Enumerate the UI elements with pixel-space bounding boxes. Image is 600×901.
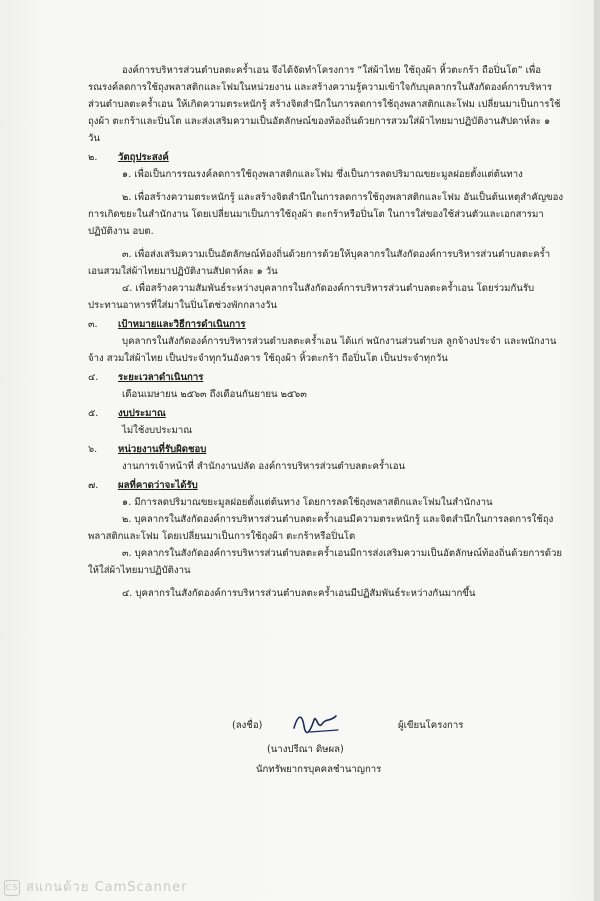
section-number: ๕. bbox=[88, 408, 99, 419]
section-title: งบประมาณ bbox=[118, 408, 166, 419]
budget-text: ไม่ใช้งบประมาณ bbox=[122, 425, 193, 436]
result-item: ๒. บุคลากรในสังกัดองค์การบริหารส่วนตำบลตะคร้ำเอนมีความตระหนักรู้ และจิตสำนึกในการลดการใช้ถุงพลาสติกและโฟม โดยเปลี่ยนมาเป็นการใช้ถุงผ้า ตะกร้าหรือปิ่นโต bbox=[88, 514, 554, 542]
section-title: วัตถุประสงค์ bbox=[118, 152, 169, 163]
result-item: ๔. บุคลากรในสังกัดองค์การบริหารส่วนตำบลตะคร้ำเอนมีปฏิสัมพันธ์ระหว่างกันมากขึ้น bbox=[122, 588, 476, 599]
objective-item: ๔. เพื่อสร้างความสัมพันธ์ระหว่างบุคลากรในสังกัดองค์การบริหารส่วนตำบลตะคร้ำเอน โดยร่วมกันรับประทานอาหารที่ใส่มาในปิ่นโตช่วงพักกลางวัน bbox=[88, 283, 535, 311]
section-number: ๒. bbox=[88, 152, 98, 163]
responsible-text: งานการเจ้าหน้าที่ สำนักงานปลัด องค์การบริหารส่วนตำบลตะคร้ำเอน bbox=[122, 461, 406, 472]
duration-text: เดือนเมษายน ๒๕๖๓ ถึงเดือนกันยายน ๒๕๖๓ bbox=[122, 389, 307, 400]
section-title: ระยะเวลาดำเนินการ bbox=[118, 372, 204, 383]
section-responsible-heading bbox=[88, 441, 564, 458]
scanner-watermark bbox=[4, 876, 187, 897]
signature-prefix: (ลงชื่อ) bbox=[232, 720, 263, 731]
result-item: ๓. บุคลากรในสังกัดองค์การบริหารส่วนตำบลตะคร้ำเอนมีการส่งเสริมความเป็นอัตลักษณ์ท้องถิ่นด้วยการด้วยให้ใส่ผ้าไทยมาปฏิบัติงาน bbox=[88, 548, 562, 576]
signer-position: นักทรัพยากรบุคคลชำนาญการ bbox=[256, 764, 382, 775]
objective-item: ๒. เพื่อสร้างความตระหนักรู้ และสร้างจิตสำนึกในการลดการใช้ถุงพลาสติกและโฟม อันเป็นต้นเหตุสำคัญของการเกิดขยะในสำนักงาน โดยเปลี่ยนมาเป็นการใช้ถุงผ้า ตะกร้าหรือปิ่นโต ในการใส่ของใช้ส่วนตัวและเอกสารมาปฏิบัติงาน อบต. bbox=[88, 192, 564, 237]
section-targets-heading bbox=[88, 316, 564, 333]
watermark-text: สแกนด้วย CamScanner bbox=[26, 880, 188, 895]
section-number: ๔. bbox=[88, 372, 99, 383]
document-body bbox=[88, 62, 564, 602]
intro-paragraph: องค์การบริหารส่วนตำบลตะคร้ำเอน จึงได้จัดทำโครงการ “ใส่ผ้าไทย ใช้ถุงผ้า หิ้วตะกร้า ถือปิ่นโต” เพื่อรณรงค์ลดการใช้ถุงพลาสติกและโฟมในหน่วยงาน และสร้างความรู้ความเข้าใจกับบุคลากรในสังกัดองค์การบริหารส่วนตำบลตะคร้ำเอน ให้เกิดความตระหนักรู้ สร้างจิตสำนึกในการลดการใช้ถุงพลาสติกและโฟม เปลี่ยนมาเป็นการใช้ถุงผ้า ตะกร้าและปิ่นโต และส่งเสริมความเป็นอัตลักษณ์ของท้องถิ่นด้วยการสวมใส่ผ้าไทยมาปฏิบัติงานสัปดาห์ละ ๑ วัน bbox=[88, 65, 561, 144]
objective-item: ๑. เพื่อเป็นการรณรงค์ลดการใช้ถุงพลาสติกและโฟม ซึ่งเป็นการลดปริมาณขยะมูลฝอยตั้งแต่ต้นทาง bbox=[122, 169, 523, 180]
section-number: ๓. bbox=[88, 319, 98, 330]
scan-edge bbox=[594, 0, 600, 901]
section-duration-heading bbox=[88, 369, 564, 386]
section-number: ๖. bbox=[88, 444, 98, 455]
section-budget-heading bbox=[88, 405, 564, 422]
section-number: ๗. bbox=[88, 480, 99, 491]
signature-block bbox=[0, 718, 600, 788]
targets-text: บุคลากรในสังกัดองค์การบริหารส่วนตำบลตะคร้ำเอน ได้แก่ พนักงานส่วนตำบล ลูกจ้างประจำ และพนักงานจ้าง สวมใส่ผ้าไทย เป็นประจำทุกวันอังคาร ใช้ถุงผ้า หิ้วตะกร้า ถือปิ่นโต เป็นประจำทุกวัน bbox=[88, 336, 557, 364]
section-title: ผลที่คาดว่าจะได้รับ bbox=[118, 480, 198, 491]
signer-name: (นางปรีณา ดิษผล) bbox=[267, 744, 344, 755]
section-results-heading bbox=[88, 477, 564, 494]
result-item: ๑. มีการลดปริมาณขยะมูลฝอยตั้งแต่ต้นทาง โดยการลดใช้ถุงพลาสติกและโฟมในสำนักงาน bbox=[122, 497, 493, 508]
section-title: หน่วยงานที่รับผิดชอบ bbox=[118, 444, 207, 455]
section-title: เป้าหมายและวิธีการดำเนินการ bbox=[118, 319, 246, 330]
objective-item: ๓. เพื่อส่งเสริมความเป็นอัตลักษณ์ท้องถิ่นด้วยการด้วยให้บุคลากรในสังกัดองค์การบริหารส่วนตำบลตะคร้ำเอนสวมใส่ผ้าไทยมาปฏิบัติงานสัปดาห์ละ ๑ วัน bbox=[88, 249, 551, 277]
camscanner-logo-icon: CS bbox=[4, 880, 20, 896]
signature-role: ผู้เขียนโครงการ bbox=[398, 720, 464, 731]
handwritten-signature bbox=[288, 710, 348, 736]
section-objectives-heading bbox=[88, 149, 564, 166]
